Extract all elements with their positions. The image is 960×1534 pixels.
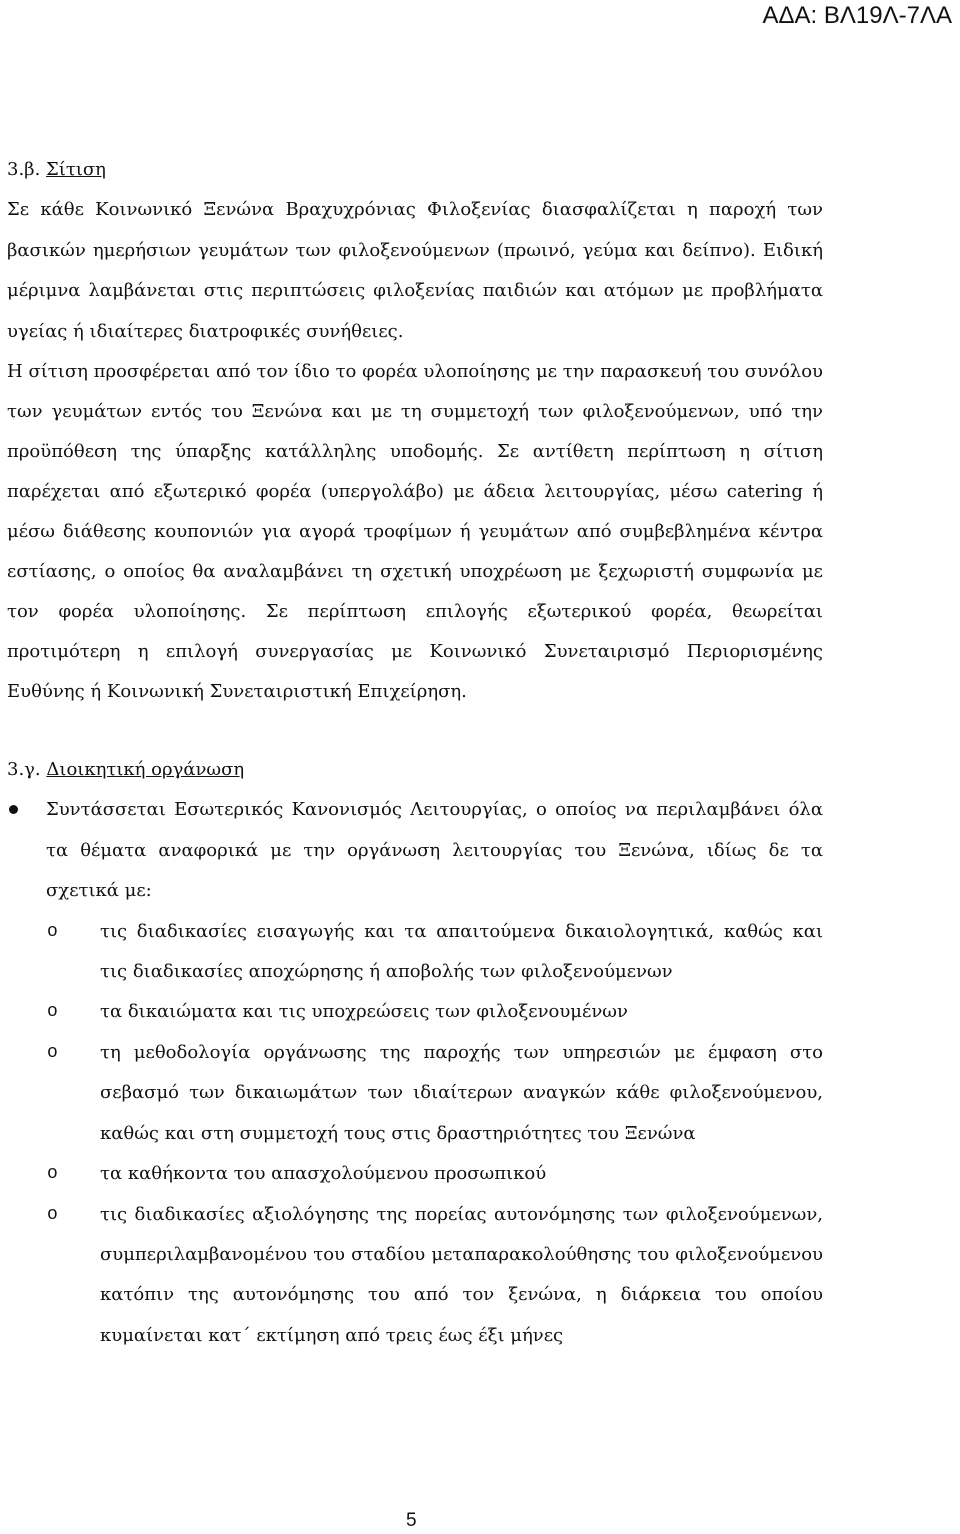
list-item-text: τα καθήκοντα του απασχολούμενου προσωπικού <box>100 1163 547 1185</box>
spacer <box>7 712 823 750</box>
circle-bullet-icon: o <box>47 1204 58 1225</box>
circle-bullet-icon: o <box>47 1164 58 1185</box>
list-item-text: τις διαδικασίες εισαγωγής και τα απαιτούμενα δικαιολογητικά, καθώς και τις διαδικασίες αποχώρησης ή αποβολής των φιλοξενούμενων <box>100 920 823 983</box>
list-item-text: τις διαδικασίες αξιολόγησης της πορείας αυτονόμησης των φιλοξενούμενων, συμπεριλαμβανομένου του σταδίου μεταπαρακολούθησης του φιλοξενούμενου κατόπιν της αυτονόμησης του από τον ξενώνα, η διάρκεια του οποίου κυμαίνεται κατ΄ εκτίμηση από τρεις έως έξι μήνες <box>100 1203 823 1346</box>
ada-code: ΑΔΑ: ΒΛ19Λ-7ΛΑ <box>762 2 952 29</box>
list-item <box>7 1033 823 1154</box>
page-number: 5 <box>406 1510 417 1531</box>
section-title: Σίτιση <box>46 159 106 180</box>
list-item <box>7 992 823 1032</box>
list-item <box>7 912 823 993</box>
section-title: Διοικητική οργάνωση <box>46 759 245 781</box>
list-item <box>7 1195 823 1357</box>
paragraph: Η σίτιση προσφέρεται από τον ίδιο το φορέα υλοποίησης με την παρασκευή του συνόλου των γευμάτων εντός του Ξενώνα και με τη συμμετοχή των φιλοξενούμενων, υπό την προϋπόθεση της ύπαρξης κατάλληλης υποδομής. Σε αντίθετη περίπτωση η σίτιση παρέχεται από εξωτερικό φορέα (υπεργολάβο) με άδεια λειτουργίας, μέσω catering ή μέσω διάθεσης κουπονιών για αγορά τροφίμων ή γευμάτων από συμβεβλημένα κέντρα εστίασης, ο οποίος θα αναλαμβάνει τη σχετική υποχρέωση με ξεχωριστή συμφωνία με τον φορέα υλοποίησης. Σε περίπτωση επιλογής εξωτερικού φορέα, θεωρείται προτιμότερη η επιλογή συνεργασίας με Κοινωνικό Συνεταιρισμό Περιορισμένης Ευθύνης ή Κοινωνική Συνεταιριστική Επιχείρηση. <box>7 361 823 703</box>
list-item-text: τα δικαιώματα και τις υποχρεώσεις των φιλοξενουμένων <box>100 1001 628 1023</box>
list-item <box>7 1154 823 1194</box>
section-heading-sitisi <box>7 150 823 190</box>
list-item-text: τη μεθοδολογία οργάνωσης της παροχής των υπηρεσιών με έμφαση στο σεβασμό των δικαιωμάτων των ιδιαίτερων αναγκών κάθε φιλοξενούμενου, καθώς και στη συμμετοχή τους στις δραστηριότητες του Ξενώνα <box>100 1041 823 1144</box>
paragraph: Σε κάθε Κοινωνικό Ξενώνα Βραχυχρόνιας Φιλοξενίας διασφαλίζεται η παροχή των βασικών ημερήσιων γευμάτων των φιλοξενούμενων (πρωινό, γεύμα και δείπνο). Ειδική μέριμνα λαμβάνεται στις περιπτώσεις φιλοξενίας παιδιών και ατόμων με προβλήματα υγείας ή ιδιαίτερες διατροφικές συνήθειες. <box>7 199 823 342</box>
circle-bullet-icon: o <box>47 1042 58 1063</box>
document-body <box>7 150 823 1356</box>
bullet-item <box>7 790 823 911</box>
bullet-text: Συντάσσεται Εσωτερικός Κανονισμός Λειτουργίας, ο οποίος να περιλαμβάνει όλα τα θέματα αναφορικά με την οργάνωση λειτουργίας του Ξενώνα, ιδίως δε τα σχετικά με: <box>46 799 823 902</box>
circle-bullet-icon: o <box>47 921 58 942</box>
circle-bullet-icon: o <box>47 1002 58 1023</box>
section-heading-dioikitiki <box>7 750 823 790</box>
bullet-icon <box>9 805 18 814</box>
section-number: 3.β. <box>7 159 41 180</box>
section-number: 3.γ. <box>7 759 41 781</box>
